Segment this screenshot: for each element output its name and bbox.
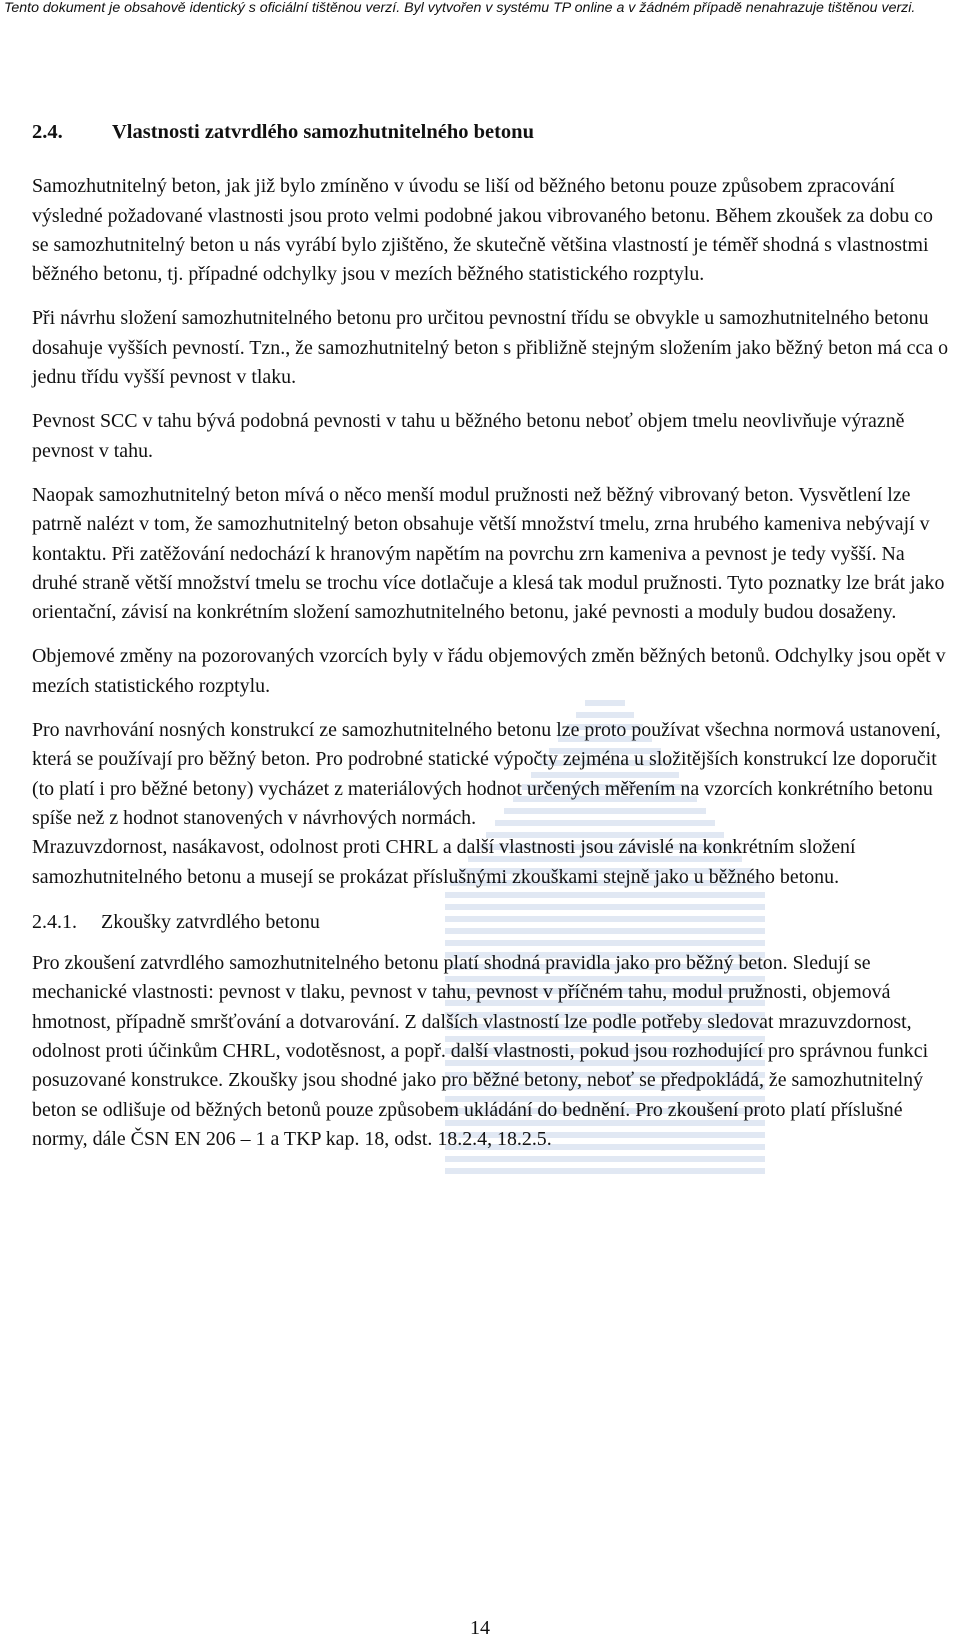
paragraph: Samozhutnitelný beton, jak již bylo zmíněno v úvodu se liší od běžného betonu pouze způsobem zpracování výsledné požadované vlastnosti jsou proto velmi podobné jakou vibrovaného betonu. Během zkoušek za dobu co se samozhutnitelný beton u nás vyrábí bylo zjištěno, že skutečně většina vlastností je téměř shodná s vlastnostmi běžného betonu, tj. případné odchylky jsou v mezích běžného statistického rozptylu. xyxy=(32,175,933,286)
section-title: Vlastnosti zatvrdlého samozhutnitelného betonu xyxy=(112,121,534,143)
document-body xyxy=(32,118,952,1169)
section-number: 2.4. xyxy=(32,121,63,143)
paragraph: Pro zkoušení zatvrdlého samozhutnitelného betonu platí shodná pravidla jako pro běžný beton. Sledují se mechanické vlastnosti: pevnost v tlaku, pevnost v tahu, pevnost v příčném tahu, modul pružnosti, objemová hmotnost, případně smršťování a dotvarování. Z dalších vlastností lze podle potřeby sledovat mrazuvzdornost, odolnost proti účinkům CHRL, vodotěsnost, a popř. další vlastnosti, pokud jsou rozhodující pro správnou funkci posuzované konstrukce. Zkoušky jsou shodné jako pro běžné betony, neboť se předpokládá, že samozhutnitelný beton se odlišuje od běžných betonů pouze způsobem ukládání do bednění. Pro zkoušení proto platí příslušné normy, dále ČSN EN 206 – 1 a TKP kap. 18, odst. 18.2.4, 18.2.5. xyxy=(32,952,929,1150)
disclaimer-header: Tento dokument je obsahově identický s oficiální tištěnou verzí. Byl vytvořen v systému TP online a v žádném případě nenahrazuje tištěnou verzi. xyxy=(4,0,916,16)
subsection-number: 2.4.1. xyxy=(32,910,77,933)
subsection-title: Zkoušky zatvrdlého betonu xyxy=(101,910,320,933)
paragraph: Naopak samozhutnitelný beton mívá o něco menší modul pružnosti než běžný vibrovaný beton. Vysvětlení lze patrně nalézt v tom, že samozhutnitelný beton obsahuje větší množství tmelu, zrna hrubého kameniva nebývají v kontaktu. Při zatěžování nedochází k hranovým napětím na povrchu zrn kameniva a pevnost je tedy vyšší. Na druhé straně větší množství tmelu se trochu více dotlačuje a klesá tak modul pružnosti. Tyto poznatky lze brát jako orientační, závisí na konkrétním složení samozhutnitelného betonu, jaké pevnosti a moduly budou dosaženy. xyxy=(32,483,945,624)
page-number: 14 xyxy=(470,1617,490,1639)
section-heading xyxy=(32,118,952,147)
paragraph: Objemové změny na pozorovaných vzorcích byly v řádu objemových změn běžných betonů. Odchylky jsou opět v mezích statistického rozptylu. xyxy=(32,645,946,697)
subsection-heading xyxy=(32,908,952,937)
paragraph: Pro navrhování nosných konstrukcí ze samozhutnitelného betonu lze proto používat všechna normová ustanovení, která se používají pro běžný beton. Pro podrobné statické výpočty zejména u složitějších konstrukcí lze doporučit (to platí i pro běžné betony) vycházet z materiálových hodnot určených měřením na vzorcích konkrétního betonu spíše než z hodnot stanovených v návrhových normách. xyxy=(32,719,941,829)
paragraph: Mrazuvzdornost, nasákavost, odolnost proti CHRL a další vlastnosti jsou závislé na konkrétním složení samozhutnitelného betonu a musejí se prokázat příslušnými zkouškami stejně jako u běžného betonu. xyxy=(32,836,856,888)
paragraph: Pevnost SCC v tahu bývá podobná pevnosti v tahu u běžného betonu neboť objem tmelu neovlivňuje výrazně pevnost v tahu. xyxy=(32,410,905,462)
paragraph: Při návrhu složení samozhutnitelného betonu pro určitou pevnostní třídu se obvykle u samozhutnitelného betonu dosahuje vyšších pevností. Tzn., že samozhutnitelný beton s přibližně stejným složením jako běžný beton má cca o jednu třídu vyšší pevnost v tlaku. xyxy=(32,307,949,389)
